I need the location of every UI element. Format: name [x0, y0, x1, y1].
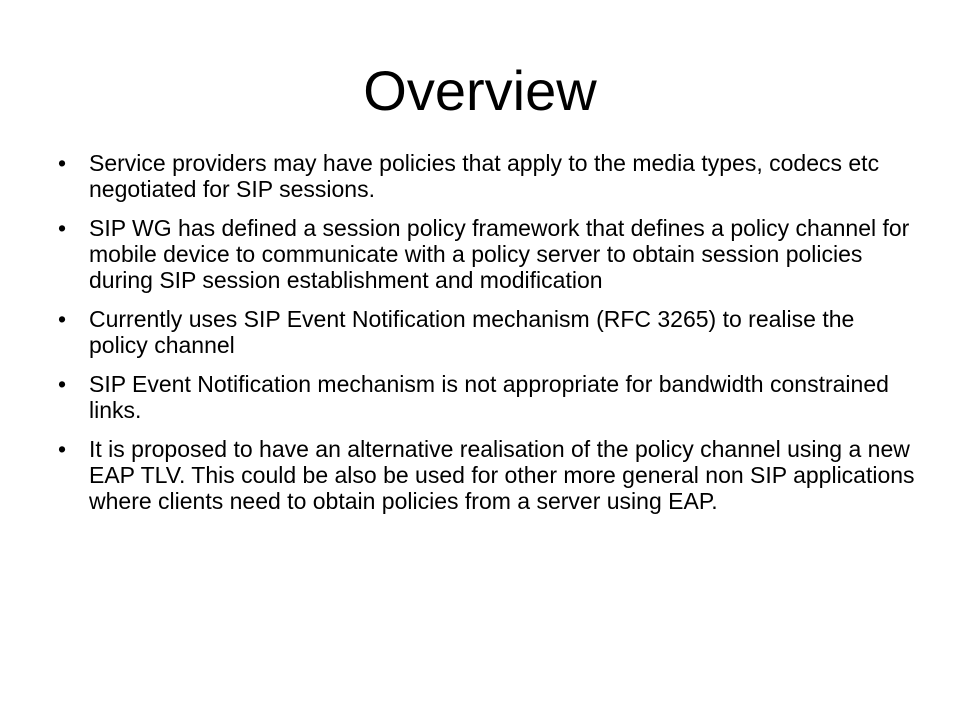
bullet-item [58, 215, 918, 293]
bullet-dot-icon: • [58, 436, 67, 462]
bullet-item [58, 371, 918, 423]
bullet-text: It is proposed to have an alternative realisation of the policy channel using a new EAP TLV. This could be also be used for other more general non SIP applications where clients need to obtain policies from a server using EAP. [89, 436, 915, 514]
bullet-item [58, 306, 918, 358]
slide-title: Overview [363, 59, 597, 122]
bullet-list [58, 150, 918, 527]
bullet-dot-icon: • [58, 371, 67, 397]
bullet-dot-icon: • [58, 306, 67, 332]
bullet-text: Currently uses SIP Event Notification mechanism (RFC 3265) to realise the policy channel [89, 306, 855, 358]
bullet-text: SIP Event Notification mechanism is not appropriate for bandwidth constrained links. [89, 371, 889, 423]
bullet-text: SIP WG has defined a session policy framework that defines a policy channel for mobile device to communicate with a policy server to obtain session policies during SIP session establishment and modification [89, 215, 910, 293]
bullet-item [58, 436, 918, 514]
bullet-dot-icon: • [58, 150, 67, 176]
bullet-item [58, 150, 918, 202]
bullet-text: Service providers may have policies that apply to the media types, codecs etc negotiated for SIP sessions. [89, 150, 880, 202]
bullet-dot-icon: • [58, 215, 67, 241]
